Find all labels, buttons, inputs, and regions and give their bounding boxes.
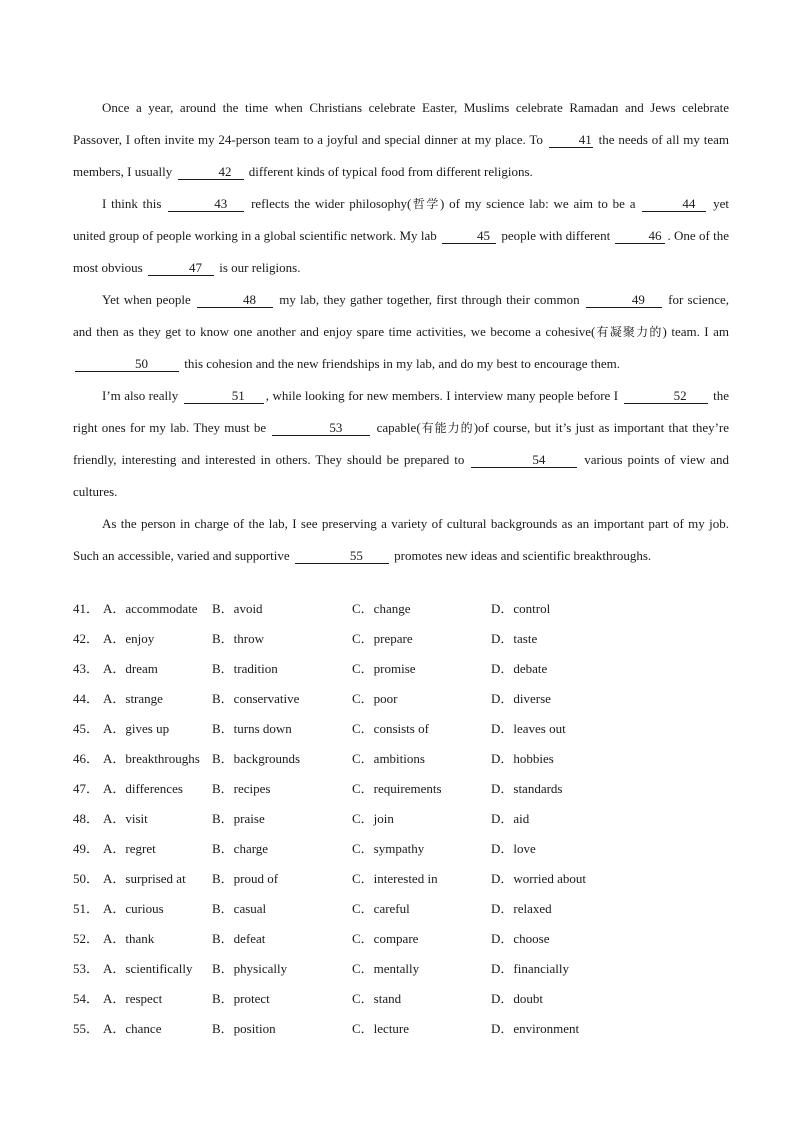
question-row [73,954,729,984]
question-number: 55． [73,1021,100,1036]
question-row [73,894,729,924]
option-a[interactable]: A．gives up [103,721,170,736]
option-a[interactable]: A．surprised at [103,871,186,886]
p3-text-5: this cohesion and the new friendships in my lab, and do my best to encourage them. [184,356,621,371]
p4-cjk-gloss: 有能力的 [420,421,474,435]
option-d[interactable]: D．hobbies [491,751,554,766]
option-b[interactable]: B．proud of [212,871,279,886]
option-c[interactable]: C．stand [352,991,402,1006]
option-a[interactable]: A．enjoy [103,631,155,646]
blank-44: 44 [642,196,706,212]
p4-text-3: the right ones for my lab. They must be [73,388,729,435]
option-d[interactable]: D．worried about [491,871,586,886]
blank-45: 45 [442,228,496,244]
option-c[interactable]: C．poor [352,691,398,706]
option-b[interactable]: B．charge [212,841,269,856]
question-number: 52． [73,931,100,946]
option-b[interactable]: B．conservative [212,691,300,706]
question-number: 42． [73,631,100,646]
option-a[interactable]: A．thank [103,931,155,946]
p2-text-6: . One of the most obvious [73,228,729,275]
question-row [73,714,729,744]
question-row [73,624,729,654]
blank-54: 54 [471,452,577,468]
option-d[interactable]: D．relaxed [491,901,552,916]
p4-text-2: , while looking for new members. I interview many people before I [265,388,619,403]
option-a[interactable]: A．respect [103,991,163,1006]
option-d[interactable]: D．choose [491,931,550,946]
question-row [73,864,729,894]
p4-text-6: various points of view and cultures. [73,452,730,499]
option-d[interactable]: D．standards [491,781,563,796]
option-c[interactable]: C．requirements [352,781,442,796]
option-a[interactable]: A．regret [103,841,156,856]
paragraph-1 [73,92,729,188]
paragraph-4 [73,380,729,508]
question-number: 46． [73,751,100,766]
p5-text-1: As the person in charge of the lab, I see preserving a variety of cultural backgrounds as an important part of my job. Such an accessible, varied and supportive [73,516,729,563]
p3-text-1: Yet when people [102,292,191,307]
option-c[interactable]: C．lecture [352,1021,410,1036]
question-number: 54． [73,991,100,1006]
paragraph-2 [73,188,729,284]
option-a[interactable]: A．differences [103,781,183,796]
option-b[interactable]: B．position [212,1021,276,1036]
option-b[interactable]: B．backgrounds [212,751,301,766]
option-b[interactable]: B．throw [212,631,265,646]
answer-options [73,594,729,1044]
p4-text-1: I’m also really [102,388,179,403]
p4-text-5: )of course, but it’s just as important that they’re friendly, interesting and interested in others. They should be prepared to [73,420,730,467]
option-a[interactable]: A．curious [103,901,164,916]
question-number: 48． [73,811,100,826]
cloze-passage [73,92,729,572]
option-b[interactable]: B．praise [212,811,265,826]
option-d[interactable]: D．debate [491,661,548,676]
option-b[interactable]: B．tradition [212,661,278,676]
option-b[interactable]: B．defeat [212,931,266,946]
question-number: 53． [73,961,100,976]
p2-text-2: reflects the wider philosophy( [251,196,412,211]
option-a[interactable]: A．visit [103,811,148,826]
option-d[interactable]: D．doubt [491,991,544,1006]
p2-text-1: I think this [102,196,162,211]
p1-text-2: the needs of all my team members, I usually [73,132,729,179]
p3-text-4: ) team. I am [662,324,729,339]
option-b[interactable]: B．avoid [212,601,263,616]
option-c[interactable]: C．change [352,601,411,616]
p2-text-7: is our religions. [219,260,301,275]
blank-43: 43 [168,196,244,212]
p4-text-4: capable( [376,420,421,435]
question-number: 49． [73,841,100,856]
option-a[interactable]: A．accommodate [103,601,198,616]
p1-text-1: Once a year, around the time when Christians celebrate Easter, Muslims celebrate Ramadan and Jews celebrate Passover, I often invite my 24-person team to a joyful and special dinner at my place. To [73,100,729,147]
option-c[interactable]: C．mentally [352,961,420,976]
p1-text-3: different kinds of typical food from different religions. [248,164,533,179]
question-row [73,744,729,774]
blank-53: 53 [272,420,370,436]
option-c[interactable]: C．promise [352,661,416,676]
paragraph-5 [73,508,729,572]
option-c[interactable]: C．ambitions [352,751,425,766]
option-d[interactable]: D．love [491,841,536,856]
question-row [73,984,729,1014]
question-number: 51． [73,901,100,916]
question-row [73,654,729,684]
option-a[interactable]: A．breakthroughs [103,751,200,766]
option-c[interactable]: C．compare [352,931,419,946]
blank-48: 48 [197,292,273,308]
question-row [73,834,729,864]
p3-text-2: my lab, they gather together, first through their common [279,292,580,307]
blank-55: 55 [295,548,389,564]
option-c[interactable]: C．interested in [352,871,438,886]
question-row [73,774,729,804]
option-d[interactable]: D．aid [491,811,530,826]
question-row [73,1014,729,1044]
p2-cjk-gloss: 哲学 [411,197,440,211]
question-number: 44． [73,691,100,706]
paragraph-3 [73,284,729,380]
question-row [73,594,729,624]
blank-49: 49 [586,292,662,308]
option-a[interactable]: A．strange [103,691,163,706]
blank-50: 50 [75,356,179,372]
p2-text-3: ) of my science lab: we aim to be a [439,196,636,211]
option-c[interactable]: C．consists of [352,721,429,736]
option-d[interactable]: D．leaves out [491,721,566,736]
question-row [73,804,729,834]
option-b[interactable]: B．physically [212,961,288,976]
p5-text-2: promotes new ideas and scientific breakthroughs. [394,548,652,563]
blank-47: 47 [148,260,214,276]
option-b[interactable]: B．protect [212,991,270,1006]
option-b[interactable]: B．casual [212,901,267,916]
question-number: 41． [73,601,100,616]
question-row [73,924,729,954]
option-b[interactable]: B．recipes [212,781,271,796]
question-number: 50． [73,871,100,886]
option-c[interactable]: C．careful [352,901,410,916]
option-d[interactable]: D．financially [491,961,569,976]
option-c[interactable]: C．join [352,811,394,826]
question-number: 43． [73,661,100,676]
blank-46: 46 [615,228,665,244]
p3-text-3: for science, and then as they get to know one another and enjoy spare time activities, we become a cohesive( [73,292,730,339]
option-a[interactable]: A．scientifically [103,961,193,976]
option-d[interactable]: D．taste [491,631,538,646]
option-a[interactable]: A．dream [103,661,158,676]
p2-text-5: people with different [501,228,611,243]
blank-42: 42 [178,164,244,180]
question-row [73,684,729,714]
blank-52: 52 [624,388,708,404]
p2-text-4: yet united group of people working in a global scientific network. My lab [73,196,730,243]
question-number: 47． [73,781,100,796]
option-b[interactable]: B．turns down [212,721,292,736]
option-d[interactable]: D．environment [491,1021,580,1036]
question-number: 45． [73,721,100,736]
option-d[interactable]: D．diverse [491,691,551,706]
option-c[interactable]: C．prepare [352,631,413,646]
blank-51: 51 [184,388,264,404]
p3-cjk-gloss: 有凝聚力的 [595,325,663,339]
blank-41: 41 [549,132,593,148]
option-c[interactable]: C．sympathy [352,841,425,856]
option-a[interactable]: A．chance [103,1021,162,1036]
option-d[interactable]: D．control [491,601,551,616]
